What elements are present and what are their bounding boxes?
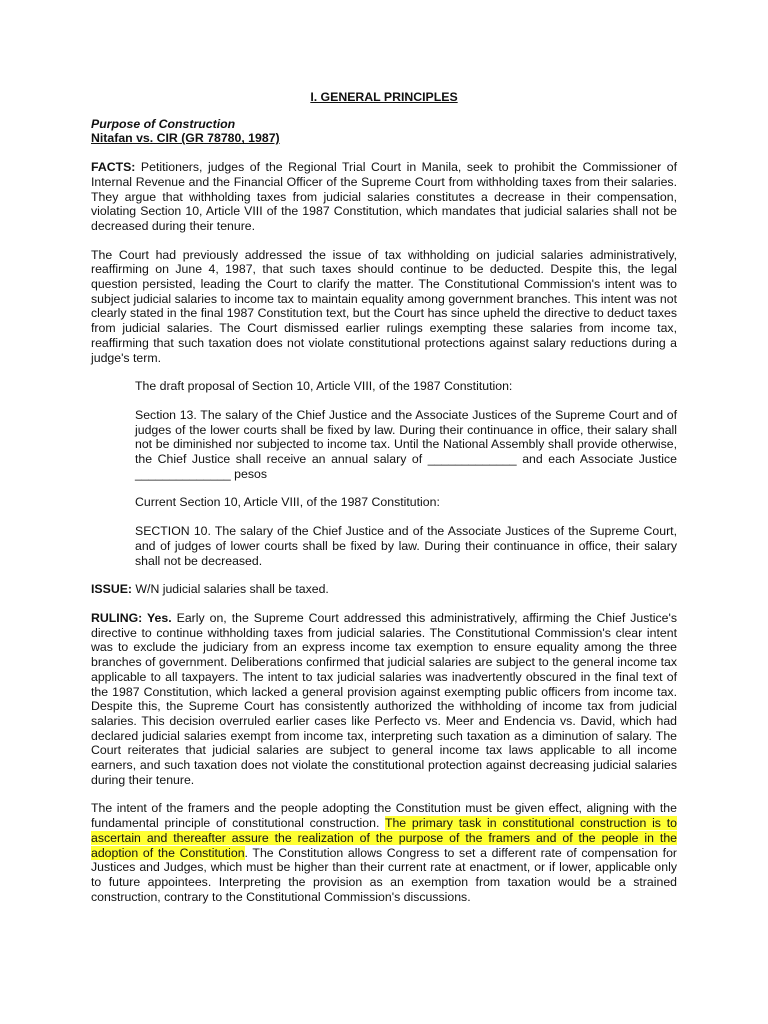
conclusion-text-before: The intent of the framers and the people adopting the Constitution must be given effect, aligning with the fundamental principle of constitutional construction. bbox=[91, 801, 677, 831]
current-provision: SECTION 10. The salary of the Chief Justice and of the Associate Justices of the Supreme Court, and of judges of lower courts shall be fixed by law. During their continuance in office, their salary shall not be decreased. bbox=[135, 524, 677, 568]
section-heading: I. GENERAL PRINCIPLES bbox=[310, 90, 458, 104]
issue-label: ISSUE: bbox=[91, 582, 132, 597]
ruling-text: Early on, the Supreme Court addressed this administratively, affirming the Chief Justice's directive to continue withholding taxes from judicial salaries. The Constitutional Commission's clear intent was to exclude the judiciary from an express income tax exemption to ensure equality among the three branches of government. Deliberations confirmed that judicial salaries are subject to the general income tax applicable to all taxpayers. The intent to tax judicial salaries was inadvertently obscured in the final text of the 1987 Constitution, which lacked a general provision against exempting public officers from income tax. Despite this, the Supreme Court has consistently authorized the withholding of income tax from judicial salaries. This decision overruled earlier cases like Perfecto vs. Meer and Endencia vs. David, which had declared judicial salaries exempt from income tax, interpreting such taxation as a diminution of salary. The Court reiterates that judicial salaries are subject to general income tax laws applicable to all income earners, and such taxation does not violate the constitutional protection against decreasing judicial salaries during their tenure. bbox=[91, 610, 677, 787]
current-intro: Current Section 10, Article VIII, of the 1987 Constitution: bbox=[135, 495, 440, 510]
ruling-label: RULING: Yes. bbox=[91, 610, 172, 625]
issue-text: W/N judicial salaries shall be taxed. bbox=[132, 582, 329, 597]
ruling-paragraph bbox=[91, 611, 677, 787]
document-page bbox=[91, 90, 677, 918]
issue-paragraph bbox=[91, 582, 677, 597]
conclusion-paragraph bbox=[91, 801, 677, 904]
background-paragraph: The Court had previously addressed the issue of tax withholding on judicial salaries administratively, reaffirming on June 4, 1987, that such taxes should continue to be deducted. Despite this, the legal question persisted, leading the Court to clarify the matter. The Constitutional Commission's intent was to subject judicial salaries to income tax to maintain equality among government branches. This intent was not clearly stated in the final 1987 Constitution text, but the Court has since upheld the directive to deduct taxes from judicial salaries. The Court dismissed earlier rulings exempting these salaries from income tax, reaffirming that such taxation does not violate constitutional protections against salary reductions during a judge's term. bbox=[91, 247, 677, 365]
facts-text: Petitioners, judges of the Regional Trial Court in Manila, seek to prohibit the Commissioner of Internal Revenue and the Financial Officer of the Supreme Court from withholding taxes from their salaries. They argue that withholding taxes from judicial salaries constitutes a decrease in their compensation, violating Section 10, Article VIII of the 1987 Constitution, which mandates that judicial salaries shall not be decreased during their tenure. bbox=[91, 160, 677, 233]
draft-intro: The draft proposal of Section 10, Article VIII, of the 1987 Constitution: bbox=[135, 379, 513, 394]
facts-label: FACTS: bbox=[91, 160, 136, 175]
highlighted-text: The primary task in constitutional construction is to ascertain and thereafter assure the realization of the purpose of the framers and of the people in the adoption of the Constitution bbox=[91, 816, 677, 860]
case-title: Nitafan vs. CIR (GR 78780, 1987) bbox=[91, 131, 280, 146]
conclusion-text-after: . The Constitution allows Congress to set a different rate of compensation for Justices and Judges, which must be higher than their current rate at enactment, or if lower, applicable only to future appointees. Interpreting the provision as an exemption from taxation would be a strained construction, contrary to the Constitutional Commission's discussions. bbox=[91, 845, 678, 904]
topic-subheading: Purpose of Construction bbox=[91, 116, 236, 131]
facts-paragraph bbox=[91, 160, 677, 234]
draft-provision: Section 13. The salary of the Chief Justice and the Associate Justices of the Supreme Court and of judges of the lower courts shall be fixed by law. During their continuance in office, their salary shall not be diminished nor subjected to income tax. Until the National Assembly shall provide otherwise, the Chief Justice shall receive an annual salary of _____________ and each Associate Justice ______________ pesos bbox=[135, 407, 677, 481]
